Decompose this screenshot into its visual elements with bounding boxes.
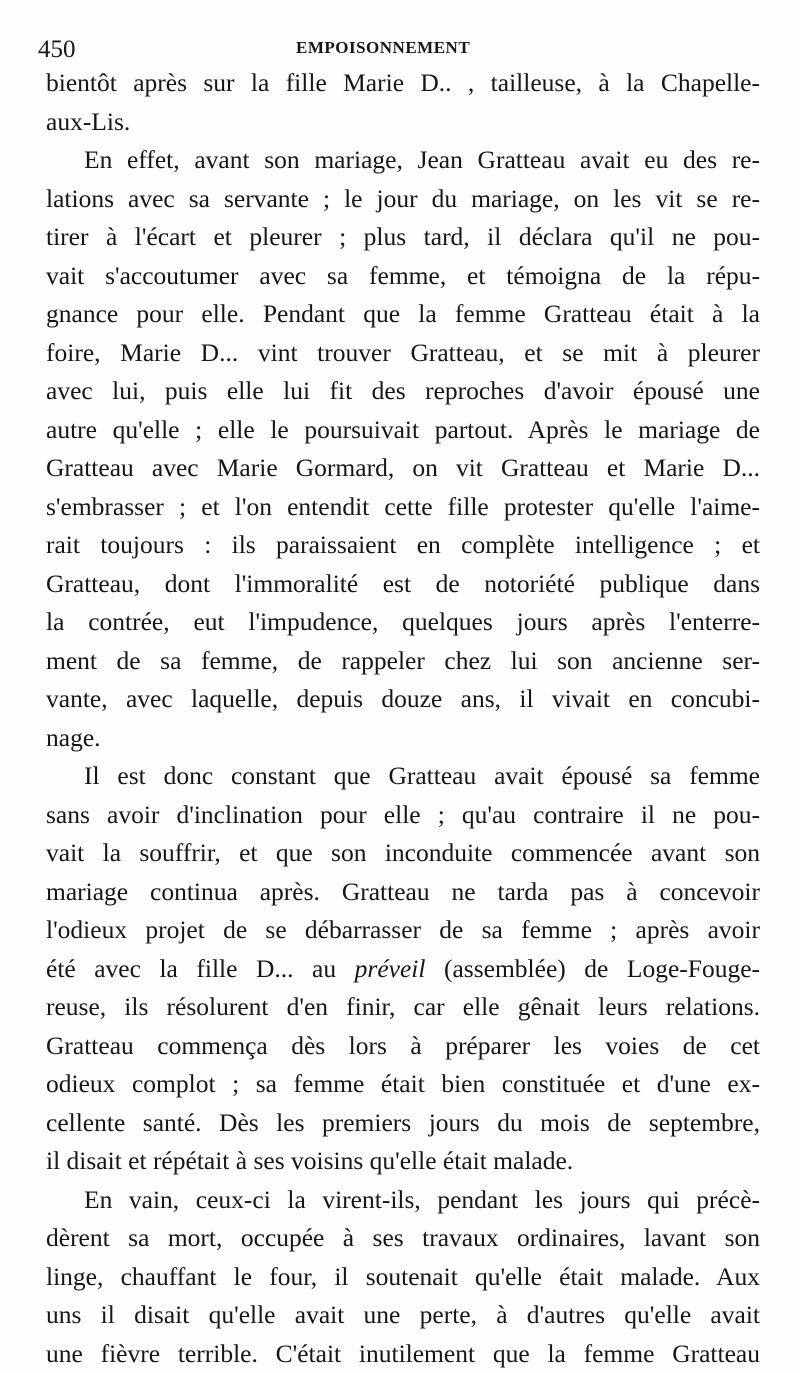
- text-line: [46, 950, 760, 989]
- line-text: bientôt après sur la fille Marie D.. , tailleuse, à la Chapelle-: [46, 68, 760, 97]
- line-text: linge, chauffant le four, il soutenait qu'elle était malade. Aux: [46, 1262, 760, 1291]
- text-line: [46, 1219, 760, 1258]
- line-text: la contrée, eut l'impudence, quelques jours après l'enterre-: [46, 607, 760, 636]
- line-text: odieux complot ; sa femme était bien constituée et d'une ex-: [46, 1069, 760, 1098]
- text-line: [46, 565, 760, 604]
- line-text: rait toujours : ils paraissaient en complète intelligence ; et: [46, 530, 760, 559]
- line-text: Il est donc constant que Gratteau avait épousé sa femme: [84, 761, 760, 790]
- line-text: reuse, ils résolurent d'en finir, car elle gênait leurs relations.: [46, 992, 760, 1021]
- line-text: cellente santé. Dès les premiers jours du mois de septembre,: [46, 1108, 760, 1137]
- text-line: [46, 1335, 760, 1373]
- text-line: [46, 1142, 760, 1181]
- text-line: [46, 1104, 760, 1143]
- text-line: [46, 372, 760, 411]
- text-line: [46, 218, 760, 257]
- line-text: vait la souffrir, et que son inconduite commencée avant son: [46, 838, 760, 867]
- text-line: [46, 603, 760, 642]
- line-text: l'odieux projet de se débarrasser de sa femme ; après avoir: [46, 915, 760, 944]
- line-text: avec lui, puis elle lui fit des reproches d'avoir épousé une: [46, 376, 760, 405]
- text-line: [46, 988, 760, 1027]
- text-line: [46, 911, 760, 950]
- text-line: [46, 257, 760, 296]
- body-text: [46, 64, 760, 1373]
- text-line: [46, 64, 760, 103]
- page-number: 450: [38, 36, 76, 64]
- text-line: [46, 488, 760, 527]
- text-line: [46, 1181, 760, 1220]
- text-line: [46, 1258, 760, 1297]
- line-text: En effet, avant son mariage, Jean Gratteau avait eu des re-: [84, 145, 760, 174]
- line-text: il disait et répétait à ses voisins qu'elle était malade.: [46, 1146, 573, 1175]
- line-text: sans avoir d'inclination pour elle ; qu'au contraire il ne pou-: [46, 800, 760, 829]
- line-text: uns il disait qu'elle avait une perte, à d'autres qu'elle avait: [46, 1300, 760, 1329]
- text-line: [46, 1027, 760, 1066]
- running-title: EMPOISONNEMENT: [296, 38, 470, 58]
- line-text: une fièvre terrible. C'était inutilement que la femme Gratteau: [46, 1339, 760, 1368]
- text-line: [46, 1065, 760, 1104]
- line-text: mariage continua après. Gratteau ne tarda pas à concevoir: [46, 877, 760, 906]
- text-line: [46, 180, 760, 219]
- line-text: Gratteau, dont l'immoralité est de notoriété publique dans: [46, 569, 760, 598]
- text-line: [46, 719, 760, 758]
- text-line: [46, 526, 760, 565]
- text-line: [46, 757, 760, 796]
- text-line: [46, 834, 760, 873]
- text-line: [46, 141, 760, 180]
- line-text: s'embrasser ; et l'on entendit cette fille protester qu'elle l'aime-: [46, 492, 760, 521]
- text-line: [46, 642, 760, 681]
- text-line: [46, 449, 760, 488]
- line-text: ment de sa femme, de rappeler chez lui son ancienne ser-: [46, 646, 760, 675]
- line-text: dèrent sa mort, occupée à ses travaux ordinaires, lavant son: [46, 1223, 760, 1252]
- italic-term: préveil: [355, 954, 426, 983]
- line-text: autre qu'elle ; elle le poursuivait partout. Après le mariage de: [46, 415, 760, 444]
- text-line: [46, 103, 760, 142]
- line-text: tirer à l'écart et pleurer ; plus tard, il déclara qu'il ne pou-: [46, 222, 760, 251]
- text-line: [46, 334, 760, 373]
- line-text: Gratteau commença dès lors à préparer les voies de cet: [46, 1031, 760, 1060]
- text-line: [46, 295, 760, 334]
- line-text: lations avec sa servante ; le jour du mariage, on les vit se re-: [46, 184, 760, 213]
- text-line: [46, 796, 760, 835]
- line-text: foire, Marie D... vint trouver Gratteau, et se mit à pleurer: [46, 338, 760, 367]
- running-head: [46, 28, 760, 64]
- line-text-continued: (assemblée) de Loge-Fouge-: [444, 954, 760, 983]
- line-text: gnance pour elle. Pendant que la femme Gratteau était à la: [46, 299, 760, 328]
- line-text: vait s'accoutumer avec sa femme, et témoigna de la répu-: [46, 261, 760, 290]
- text-line: [46, 680, 760, 719]
- text-line: [46, 411, 760, 450]
- line-text: Gratteau avec Marie Gormard, on vit Gratteau et Marie D...: [46, 453, 760, 482]
- line-text: nage.: [46, 723, 101, 752]
- line-text: été avec la fille D... au: [46, 954, 336, 983]
- text-line: [46, 873, 760, 912]
- line-text: aux-Lis.: [46, 107, 130, 136]
- line-text: En vain, ceux-ci la virent-ils, pendant les jours qui précè-: [84, 1185, 760, 1214]
- text-line: [46, 1296, 760, 1335]
- line-text: vante, avec laquelle, depuis douze ans, il vivait en concubi-: [46, 684, 760, 713]
